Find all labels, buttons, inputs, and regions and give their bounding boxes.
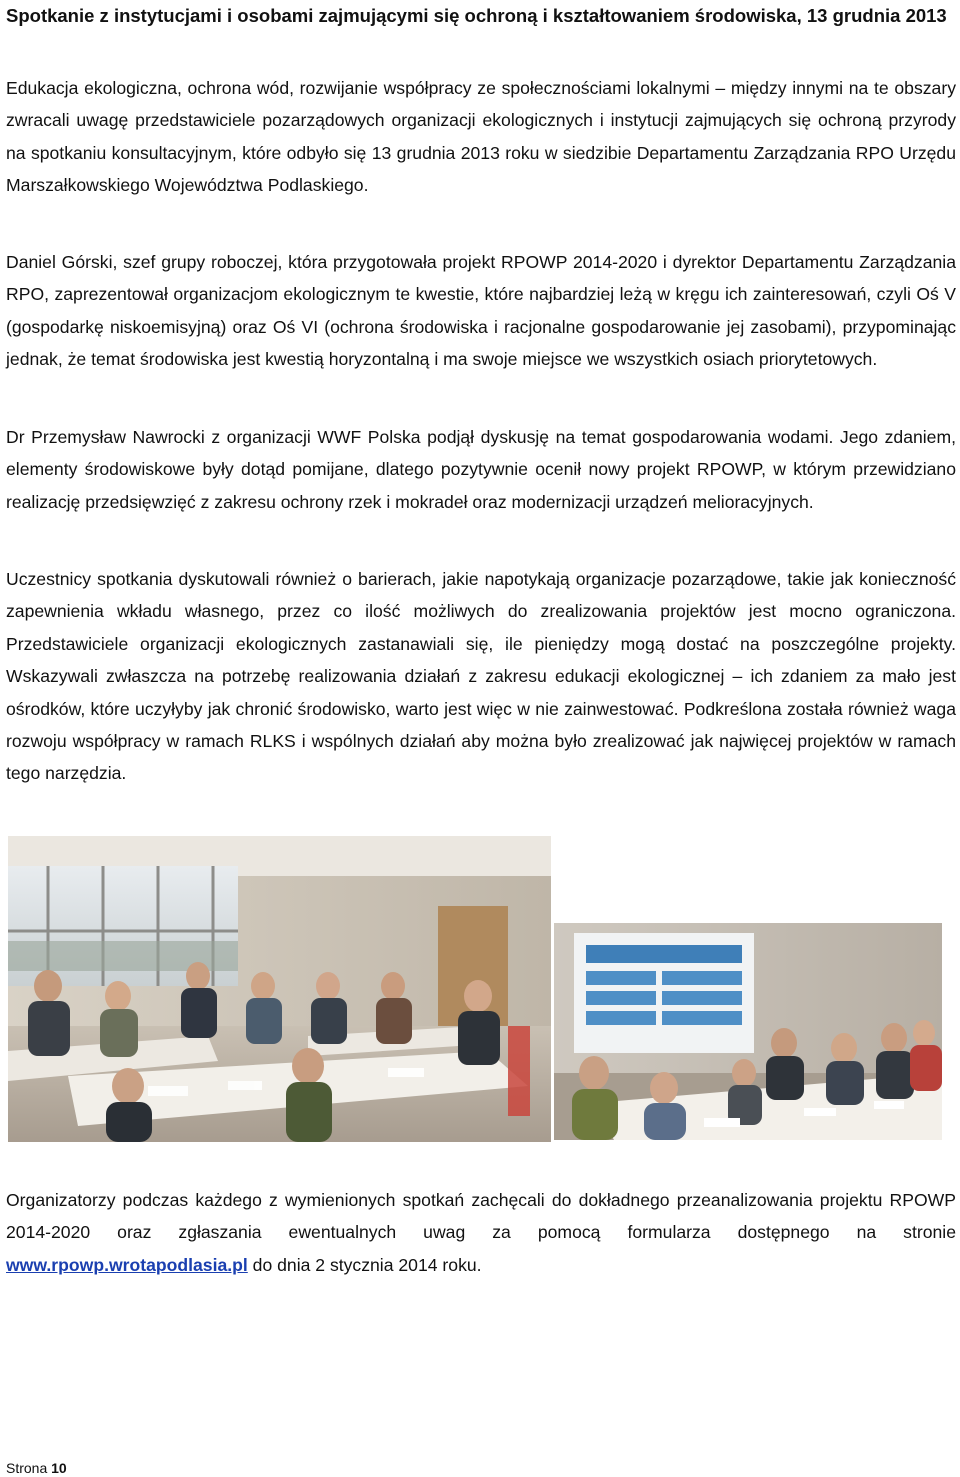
meeting-photo-presentation bbox=[554, 923, 942, 1140]
page-title: Spotkanie z instytucjami i osobami zajmującymi się ochroną i kształtowaniem środowiska, 13 grudnia 2013 bbox=[6, 5, 947, 26]
paragraph-participants: Uczestnicy spotkania dyskutowali również o barierach, jakie napotykają organizacje pozarządowe, takie jak konieczność zapewnienia wkładu własnego, przez co ilość możliwych do zrealizowania projektów jest mocno ograniczona. Przedstawiciele organizacji ekologicznych zastanawiali się, ile pieniędzy mogą dostać na poszczególne projekty. Wskazywali zwłaszcza na potrzebę realizowania działań z zakresu edukacji ekologicznej – ich zdaniem za mało jest ośrodków, które uczyłyby jak chronić środowisko, warto jest więc w nie zainwestować. Podkreślona została również waga rozwoju współpracy w ramach RLKS i wspólnych działań aby można było zrealizować jak najwięcej projektów w ramach tego narzędzia. bbox=[6, 569, 956, 784]
rpowp-website-link[interactable]: www.rpowp.wrotapodlasia.pl bbox=[6, 1254, 248, 1275]
paragraph-intro: Edukacja ekologiczna, ochrona wód, rozwijanie współpracy ze społecznościami lokalnymi – między innymi na te obszary zwracali uwagę przedstawiciele pozarządowych organizacji ekologicznych i instytucji zajmujących się ochroną przyrody na spotkaniu konsultacyjnym, które odbyło się 13 grudnia 2013 roku w siedzibie Departamentu Zarządzania RPO Urzędu Marszałkowskiego Województwa Podlaskiego. bbox=[6, 78, 956, 196]
paragraph-gorski: Daniel Górski, szef grupy roboczej, która przygotowała projekt RPOWP 2014-2020 i dyrektor Departamentu Zarządzania RPO, zaprezentował organizacjom ekologicznym te kwestie, które najbardziej leżą w kręgu ich zainteresowań, czyli Oś V (gospodarkę niskoemisyjną) oraz Oś VI (ochrona środowiska i racjonalne gospodarowanie jej zasobami), przypominając jednak, że temat środowiska jest kwestią horyzontalną i ma swoje miejsce we wszystkich osiach priorytetowych. bbox=[6, 252, 956, 370]
closing-text-after: do dnia 2 stycznia 2014 roku. bbox=[247, 1254, 482, 1275]
paragraph-nawrocki: Dr Przemysław Nawrocki z organizacji WWF Polska podjął dyskusję na temat gospodarowania wodami. Jego zdaniem, elementy środowiskowe były dotąd pomijane, dlatego pozytywnie ocenił nowy projekt RPOWP, w którym przewidziano realizację przedsięwzięć z zakresu ochrony rzek i mokradeł oraz modernizacji urządzeń melioracyjnych. bbox=[6, 427, 956, 512]
page-footer bbox=[6, 1459, 67, 1477]
footer-label: Strona bbox=[6, 1460, 48, 1476]
meeting-photo-room bbox=[8, 836, 551, 1142]
closing-text-before: Organizatorzy podczas każdego z wymienionych spotkań zachęcali do dokładnego przeanalizowania projektu RPOWP 2014-2020 oraz zgłaszania ewentualnych uwag za pomocą formularza dostępnego na stronie bbox=[6, 1190, 956, 1243]
document-page bbox=[6, 0, 956, 1275]
page-number: 10 bbox=[51, 1460, 67, 1476]
paragraph-closing bbox=[6, 1184, 956, 1281]
